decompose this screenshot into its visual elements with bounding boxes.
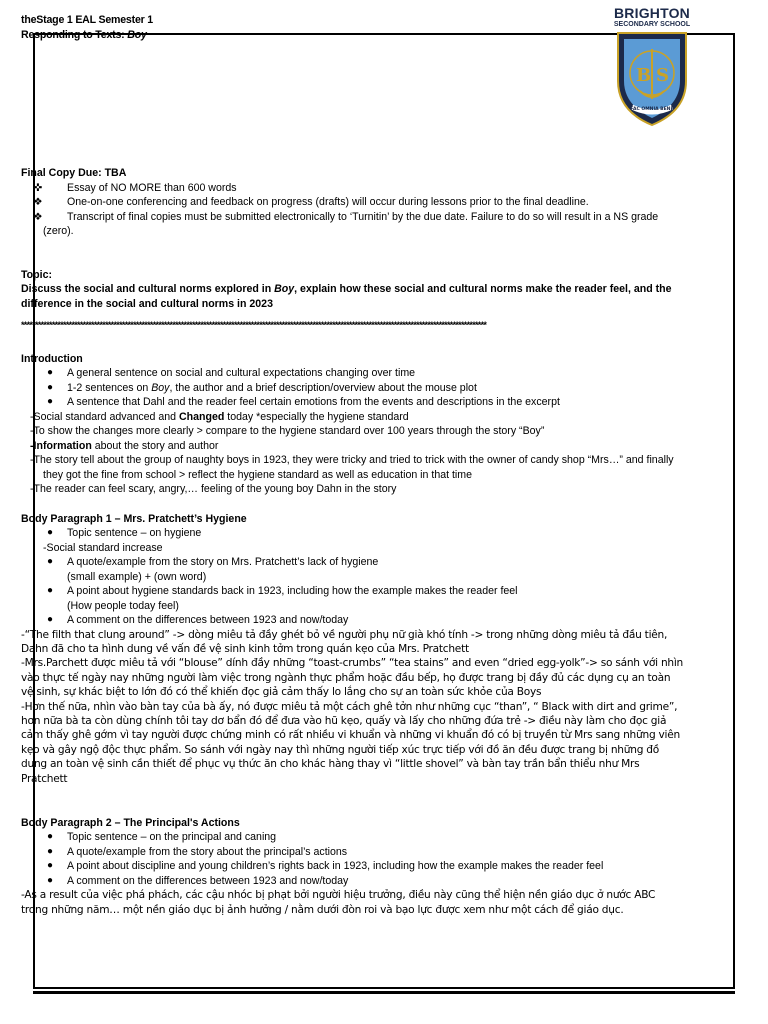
list-item: ● A quote/example from the story about the principal’s actions [21,845,685,860]
bullet-icon: ● [46,527,54,538]
list-item: ● A general sentence on social and cultural expectations changing over time [21,366,685,381]
body-paragraph-2-section [21,816,685,917]
bullet-icon: ● [46,396,54,407]
bullet-icon: ● [46,367,54,378]
bullet-icon: ● [46,860,54,872]
bullet-icon: ✜ [33,181,43,194]
topic-text: Discuss the social and cultural norms explored in Boy, explain how these social and cultural norms make the reader feel, and the difference in the social and cultural norms in 2023 [21,283,672,310]
list-item: ● A comment on the differences between 1923 and now/today [21,874,685,889]
bullet-icon: ● [46,874,54,886]
introduction-heading: Introduction [21,352,83,365]
list-item: ● A sentence that Dahl and the reader feel certain emotions from the events and descriptions in the excerpt [21,395,685,410]
logo-motto: FAC OMNIA BENE [630,107,674,112]
intro-note: -To show the changes more clearly > compare to the hygiene standard over 100 years through the story “Boy” [30,425,545,437]
final-copy-section [21,166,685,239]
list-item: ● 1-2 sentences on Boy, the author and a brief description/overview about the mouse plot [21,381,685,396]
body-1-list-cont [21,555,685,628]
svg-text:S: S [656,65,669,86]
introduction-list [21,366,685,410]
document-header [21,13,685,42]
bullet-icon: ● [46,614,54,625]
list-item: ● A quote/example from the story on Mrs. Pratchett’s lack of hygiene [21,555,685,570]
bullet-icon: ● [46,381,54,393]
bullet-icon: ● [46,845,54,857]
list-item: ● A point about discipline and young children’s rights back in 1923, including how the example makes the reader feel [21,859,685,874]
body-1-vietnamese-note: -Mrs.Parchett được miêu tả với “blouse” dính đầy những “toast-crumbs” “tea stains” and even “dried egg-yolk”-> so sánh với nhìn vào thực tế ngày nay những người làm việc trong ngành thực phẩm hoặc đầu bếp, họ được trang bị đầy đủ các dụng cụ an toàn vệ sinh, sự khác biệt to lớn đó có thể khiến đọc giả cảm thấy lo lắng cho sự an toàn sức khỏe của Boys [21,657,684,699]
bullet-icon: ● [46,585,54,596]
bullet-icon: ❖ [33,196,43,208]
topic-label: Topic: [21,268,52,281]
page-bottom-border [33,991,735,994]
body-paragraph-1-section [21,512,685,786]
header-line-2: Responding to Texts: Boy [21,28,147,41]
list-item: (small example) + (own word) [67,570,207,583]
final-copy-list [21,181,685,225]
final-copy-continuation: (zero). [43,225,74,237]
body-2-list [21,830,685,888]
intro-note: -The reader can feel scary, angry,… feeling of the young boy Dahn in the story [30,483,397,495]
header-line-1: theStage 1 EAL Semester 1 [21,14,153,26]
list-item: ● Topic sentence – on the principal and caning [21,830,685,845]
svg-text:B: B [636,65,652,86]
final-copy-title: Final Copy Due: TBA [21,167,127,179]
list-item: ✜ Essay of NO MORE than 600 words [21,181,685,196]
intro-note: -The story tell about the group of naughty boys in 1923, they were tricky and tried to trick with the owner of candy shop “Mrs…” and finally they got the fine from school > reflect the hygiene standard as well as education in that time [30,454,674,481]
section-divider: ********************************************************************************************************************************************************************** [21,320,487,330]
body-1-vietnamese-note: -Hơn thế nữa, nhìn vào bàn tay của bà ấy, nó được miêu tả một cách ghê tởn như những cục “than”, “ Black with dirt and grime”, hơn nữa bà ta còn dùng chính tôi tay dơ bẩn đó để đưa vào hũ kẹo, quấy và lấy cho những đứa trẻ -> điều này làm cho đọc giả cảm thấy ghê gớm vì tay người được chứng minh có rất nhiều vi khuẩn và những vi khuẩn đó có bị truyền từ Mrs sang những viên kẹo và gây ngộ độc thực phẩm. So sánh với ngày nay thì những người tiếp xúc trực tiếp với đồ ăn đều được trang bị những đồ dung an toàn vệ sinh cần thiết để phục vụ thức ăn cho khác hàng thay vì “little shovel” và bàn tay trần bẩn thiểu như Mrs Pratchett [21,700,680,785]
bullet-icon: ❖ [33,210,43,223]
bullet-icon: ● [46,556,54,567]
introduction-section [21,352,685,497]
logo-sub-text: SECONDARY SCHOOL [613,21,691,28]
list-item: ❖ Transcript of final copies must be submitted electronically to ‘Turnitin’ by the due date. Failure to do so will result in a NS grade [21,210,685,225]
body-2-heading: Body Paragraph 2 – The Principal's Actions [21,816,240,829]
list-item: ● Topic sentence – on hygiene [21,526,685,541]
intro-note: -Information about the story and author [30,439,219,452]
document-content [21,10,685,917]
body-1-heading: Body Paragraph 1 – Mrs. Pratchett’s Hygiene [21,512,247,525]
list-item: ● A point about hygiene standards back in 1923, including how the example makes the reader feel [21,584,685,599]
body-1-note: -Social standard increase [43,541,163,554]
list-item: ● A comment on the differences between 1923 and now/today [21,613,685,628]
list-item: (How people today feel) [67,599,179,612]
logo-brand-text: BRIGHTON [613,5,690,21]
list-item: ❖ One-on-one conferencing and feedback on progress (drafts) will occur during lessons prior to the final deadline. [21,195,685,210]
bullet-icon: ● [46,831,54,843]
body-1-vietnamese-note: -“The filth that clung around” -> dòng miêu tả đầy ghét bỏ về người phụ nữ già khó tính -> trong những dòng miêu tả đầu tiên, Dahn đã cho ta hình dung về vấn đề vệ sinh kinh tởm trong quán kẹo của Mrs. Pratchett [21,628,668,655]
body-2-vietnamese-note: -As a result của việc phá phách, các cậu nhóc bị phạt bởi người hiệu trưởng, điều này cũng thể hiện nền giáo dục ở nước ABC trong những năm… một nền giáo dục bị ảnh hưởng / nằm dưới đòn roi và bạo lực được xem như một cách để giáo dục. [21,889,656,916]
intro-note: -Social standard advanced and Changed today *especially the hygiene standard [30,410,409,423]
topic-section [21,268,685,312]
body-1-list [21,526,685,541]
